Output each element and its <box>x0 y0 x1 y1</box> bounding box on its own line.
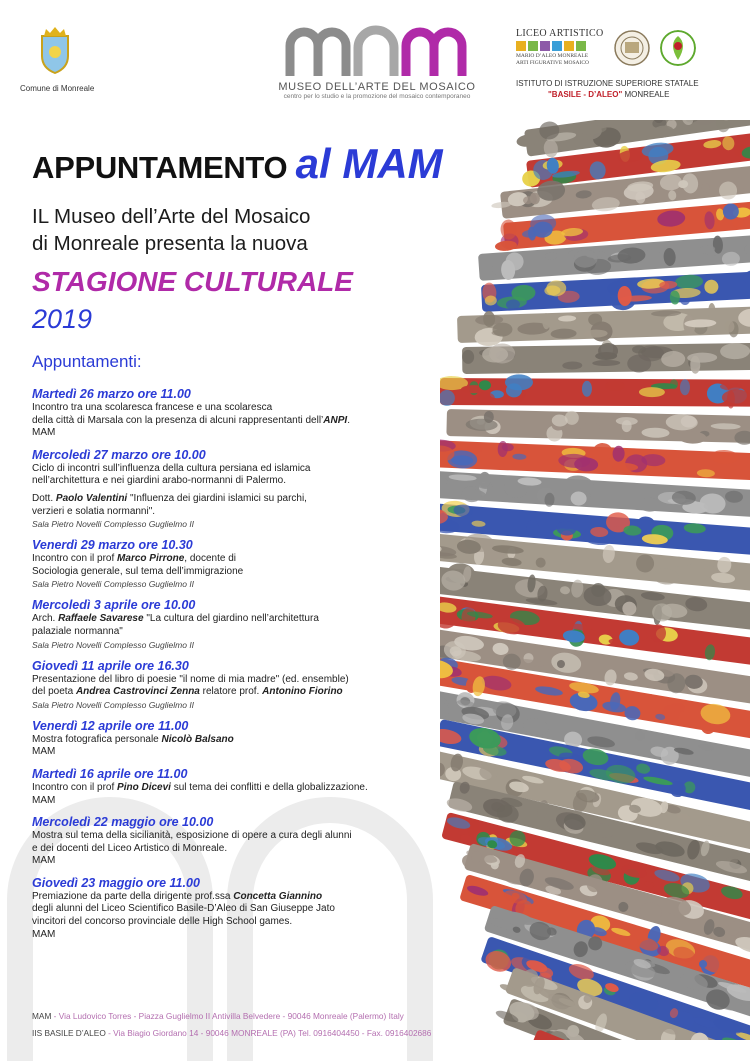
event-text: Sala Pietro Novelli Complesso Guglielmo II <box>32 519 195 530</box>
event-text: Sociologia generale, sul tema dell’immigrazione <box>32 565 244 577</box>
event-item <box>32 718 452 759</box>
event-location <box>32 699 452 711</box>
intro <box>32 203 310 257</box>
title-part2: al MAM <box>295 140 443 187</box>
mam-subtitle: centro per lo studio e la promozione del mosaico contemporaneo <box>283 93 471 100</box>
event-text: MAM <box>32 746 56 758</box>
event-text: e dei docenti del Liceo Artistico di Monreale. <box>32 842 228 854</box>
event-line <box>32 734 452 747</box>
event-item <box>32 658 452 711</box>
event-text: MAM <box>32 427 56 439</box>
event-highlight: Nicolò Balsano <box>161 733 234 745</box>
event-line <box>32 506 452 519</box>
event-text: . <box>347 414 350 426</box>
event-line <box>32 782 452 795</box>
event-line <box>32 843 452 856</box>
event-text: "La cultura del giardino nell’architettura <box>143 613 319 625</box>
event-text: vincitori del concorso provinciale delle High School games. <box>32 916 293 928</box>
season-title: STAGIONE CULTURALE <box>32 266 353 297</box>
event-line <box>32 903 452 916</box>
event-line <box>32 613 452 626</box>
event-line <box>32 427 452 440</box>
season-year: 2019 <box>32 304 93 334</box>
event-item <box>32 537 452 590</box>
event-line <box>32 686 452 699</box>
school-badges <box>614 30 696 66</box>
event-highlight: Raffaele Savarese <box>58 613 144 625</box>
mosaic-band <box>446 408 750 447</box>
liceo-title: LICEO ARTISTICO <box>516 28 604 39</box>
event-location <box>32 518 452 530</box>
footer-line-mam: MAM - Via Ludovico Torres - Piazza Guglielmo II Antivilla Belvedere - 90046 Monreale (Palermo) Italy <box>32 1011 404 1021</box>
event-text: Mostra fotografica personale <box>32 733 162 745</box>
event-line <box>32 891 452 904</box>
comune-logo <box>20 26 95 93</box>
event-date: Mercoledì 22 maggio ore 10.00 <box>32 815 214 830</box>
event-date: Martedì 26 marzo ore 11.00 <box>32 387 191 401</box>
event-highlight: Concetta Giannino <box>233 890 323 902</box>
event-line <box>32 746 452 759</box>
event-item <box>32 814 452 868</box>
event-date: Venerdì 12 aprile ore 11.00 <box>32 718 189 733</box>
event-text: nell’architettura e nei giardini arabo-normanni di Palermo. <box>32 475 287 487</box>
main-title <box>32 140 443 188</box>
event-text: , docente di <box>184 553 237 565</box>
event-text: MAM <box>32 794 56 806</box>
event-line <box>32 855 452 868</box>
school-seal-icon <box>614 30 650 66</box>
event-text: MAM <box>32 928 56 940</box>
event-highlight: ANPI <box>323 414 348 426</box>
event-text: Mostra sul tema della sicilianità, esposizione di opere a cura degli alunni <box>32 830 352 842</box>
event-highlight: Antonino Fiorino <box>262 686 343 698</box>
event-text: della città di Marsala con la presenza di alcuni rappresentanti dell’ <box>32 414 324 426</box>
event-location <box>32 639 452 651</box>
event-date: Giovedì 11 aprile ore 16.30 <box>32 658 189 673</box>
event-highlight: Andrea Castrovinci Zenna <box>75 686 200 698</box>
footer-line-school: IIS BASILE D’ALEO - Via Biagio Giordano 14 - 90046 MONREALE (PA) Tel. 0916404450 - Fax. 0916402686 <box>32 1028 432 1038</box>
crest-icon <box>38 26 72 74</box>
event-text: sul tema dei conflitti e della globalizzazione. <box>170 781 368 793</box>
event-text: Sala Pietro Novelli Complesso Guglielmo II <box>32 579 195 590</box>
event-line <box>32 626 452 639</box>
event-text: Sala Pietro Novelli Complesso Guglielmo II <box>32 699 195 710</box>
event-item <box>32 447 452 530</box>
event-item <box>32 386 452 440</box>
event-line <box>32 493 452 506</box>
event-date: Mercoledì 27 marzo ore 10.00 <box>32 447 206 462</box>
event-line <box>32 929 452 942</box>
event-text: Dott. <box>32 492 56 504</box>
event-text: relatore prof. <box>199 686 263 698</box>
header <box>0 0 750 110</box>
event-line <box>32 463 452 476</box>
event-text: verzieri e solatia normanni". <box>32 505 156 517</box>
event-line <box>32 475 452 488</box>
event-text: Incontro con il prof <box>32 553 118 565</box>
event-item <box>32 597 452 650</box>
comune-name: Comune di Monreale <box>20 84 95 93</box>
event-text: Premiazione da parte della dirigente prof.ssa <box>32 890 234 902</box>
event-item <box>32 766 452 807</box>
intro-line1: IL Museo dell’Arte del Mosaico <box>32 205 311 228</box>
event-date: Giovedì 23 maggio ore 11.00 <box>32 875 200 890</box>
event-line <box>32 830 452 843</box>
title-part1: APPUNTAMENTO <box>32 150 296 185</box>
event-text: del poeta <box>32 686 76 698</box>
event-line <box>32 795 452 808</box>
event-text: Ciclo di incontri sull’influenza della cultura persiana ed islamica <box>32 462 311 474</box>
event-text: Incontro con il prof <box>32 781 118 793</box>
liceo-sub: MARIO D’ALEO MONREALE ARTI FIGURATIVE MOSAICO <box>516 53 590 66</box>
event-highlight: Marco Pirrone <box>117 553 185 565</box>
event-highlight: Pino Dicevi <box>117 781 171 793</box>
event-text: degli alunni del Liceo Scientifico Basile-D’Aleo di San Giuseppe Jato <box>32 903 335 915</box>
mam-logo <box>272 24 482 100</box>
event-line <box>32 566 452 579</box>
mam-wordmark-icon <box>282 24 472 80</box>
appointments-heading: Appuntamenti: <box>32 352 142 371</box>
event-date: Mercoledì 3 aprile ore 10.00 <box>32 598 196 613</box>
event-date: Venerdì 29 marzo ore 10.30 <box>32 538 193 553</box>
event-text: Sala Pietro Novelli Complesso Guglielmo II <box>32 639 195 650</box>
event-text: "Influenza dei giardini islamici su parchi, <box>127 492 307 504</box>
mosaic-band <box>462 337 750 377</box>
event-text: palaziale normanna" <box>32 625 123 637</box>
school-name: "BASILE - D’ALEO" MONREALE <box>548 90 670 99</box>
institute-name: ISTITUTO DI ISTRUZIONE SUPERIORE STATALE <box>516 79 699 88</box>
mosaic-band <box>436 374 750 409</box>
footer <box>32 1008 431 1042</box>
event-highlight: Paolo Valentini <box>55 492 128 504</box>
event-text: Presentazione del libro di poesie "il nome di mia madre" (ed. ensemble) <box>32 673 349 685</box>
event-text: Incontro tra una scolaresca francese e una scolaresca <box>32 402 273 413</box>
green-school-icon <box>660 30 696 66</box>
event-line <box>32 553 452 566</box>
event-line <box>32 674 452 687</box>
event-text: Arch. <box>32 613 59 625</box>
event-location <box>32 578 452 590</box>
event-text: MAM <box>32 855 56 867</box>
events-list <box>32 386 452 948</box>
mam-name: MUSEO DELL’ARTE DEL MOSAICO <box>278 81 476 93</box>
event-line <box>32 415 452 428</box>
intro-line2: di Monreale presenta la nuova <box>32 232 308 255</box>
event-date: Martedì 16 aprile ore 11.00 <box>32 766 188 781</box>
event-item <box>32 875 452 941</box>
event-line <box>32 916 452 929</box>
event-line <box>32 402 452 415</box>
